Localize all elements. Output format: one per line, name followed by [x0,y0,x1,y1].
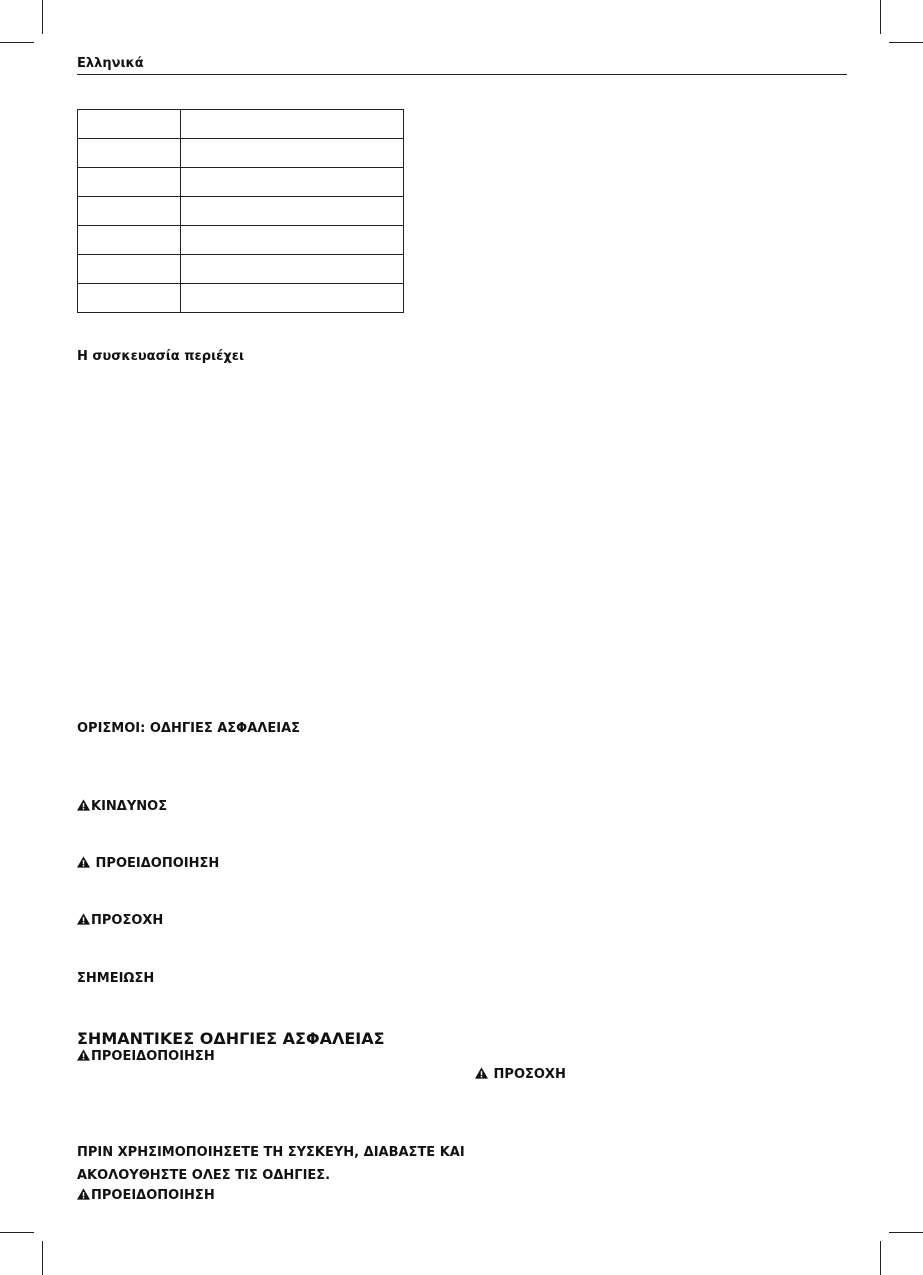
danger-text: ΚΙΝΔΥΝΟΣ [91,799,168,814]
package-contents-heading: Η συσκευασία περιέχει [77,349,245,364]
table-cell [181,139,404,168]
warning-triangle-icon [77,856,90,868]
table-cell [181,226,404,255]
caution-label [77,913,163,928]
crop-mark [889,1232,923,1233]
warning-triangle-icon [475,1067,488,1079]
table-cell [181,110,404,139]
warning-triangle-icon [77,799,90,811]
spec-table [77,109,404,313]
table-row [78,168,404,197]
table-row [78,110,404,139]
crop-mark [880,0,881,34]
definitions-heading: ΟΡΙΣΜΟΙ: ΟΔΗΓΙΕΣ ΑΣΦΑΛΕΙΑΣ [77,721,301,736]
table-row [78,255,404,284]
right-caution-label [475,1067,566,1082]
caution-text: ΠΡΟΣΟΧΗ [91,913,164,928]
crop-mark [0,1232,34,1233]
right-caution-text: ΠΡΟΣΟΧΗ [493,1067,566,1082]
table-cell [181,168,404,197]
important-warning-label [77,1049,215,1064]
table-row [78,284,404,313]
crop-mark [42,1241,43,1275]
table-row [78,197,404,226]
table-cell [78,139,181,168]
crop-mark [889,42,923,43]
read-instructions-line1: ΠΡΙΝ ΧΡΗΣΙΜΟΠΟΙΗΣΕΤΕ ΤΗ ΣΥΣΚΕΥΗ, ΔΙΑΒΑΣΤΕ ΚΑΙ [77,1145,465,1160]
warning-triangle-icon [77,913,90,925]
table-cell [78,197,181,226]
second-warning-label [77,1188,215,1203]
crop-mark [0,42,34,43]
table-row [78,226,404,255]
table-row [78,139,404,168]
table-cell [181,197,404,226]
table-cell [78,110,181,139]
table-cell [78,255,181,284]
table-cell [181,255,404,284]
warning-triangle-icon [77,1188,90,1200]
read-instructions-line2: ΑΚΟΛΟΥΘΗΣΤΕ ΟΛΕΣ ΤΙΣ ΟΔΗΓΙΕΣ. [77,1168,331,1183]
crop-mark [880,1241,881,1275]
table-cell [78,226,181,255]
crop-mark [42,0,43,34]
notice-label: ΣΗΜΕΙΩΣΗ [77,971,155,986]
table-cell [181,284,404,313]
warning-label [77,856,219,871]
table-cell [78,168,181,197]
important-warning-text: ΠΡΟΕΙΔΟΠΟΙΗΣΗ [91,1049,215,1064]
danger-label [77,799,167,814]
important-safety-heading: ΣΗΜΑΝΤΙΚΕΣ ΟΔΗΓΙΕΣ ΑΣΦΑΛΕΙΑΣ [77,1029,385,1048]
second-warning-text: ΠΡΟΕΙΔΟΠΟΙΗΣΗ [91,1188,215,1203]
warning-triangle-icon [77,1049,90,1061]
warning-text: ΠΡΟΕΙΔΟΠΟΙΗΣΗ [95,856,220,871]
table-cell [78,284,181,313]
header-rule [77,74,847,75]
language-header: Ελληνικά [77,56,144,71]
